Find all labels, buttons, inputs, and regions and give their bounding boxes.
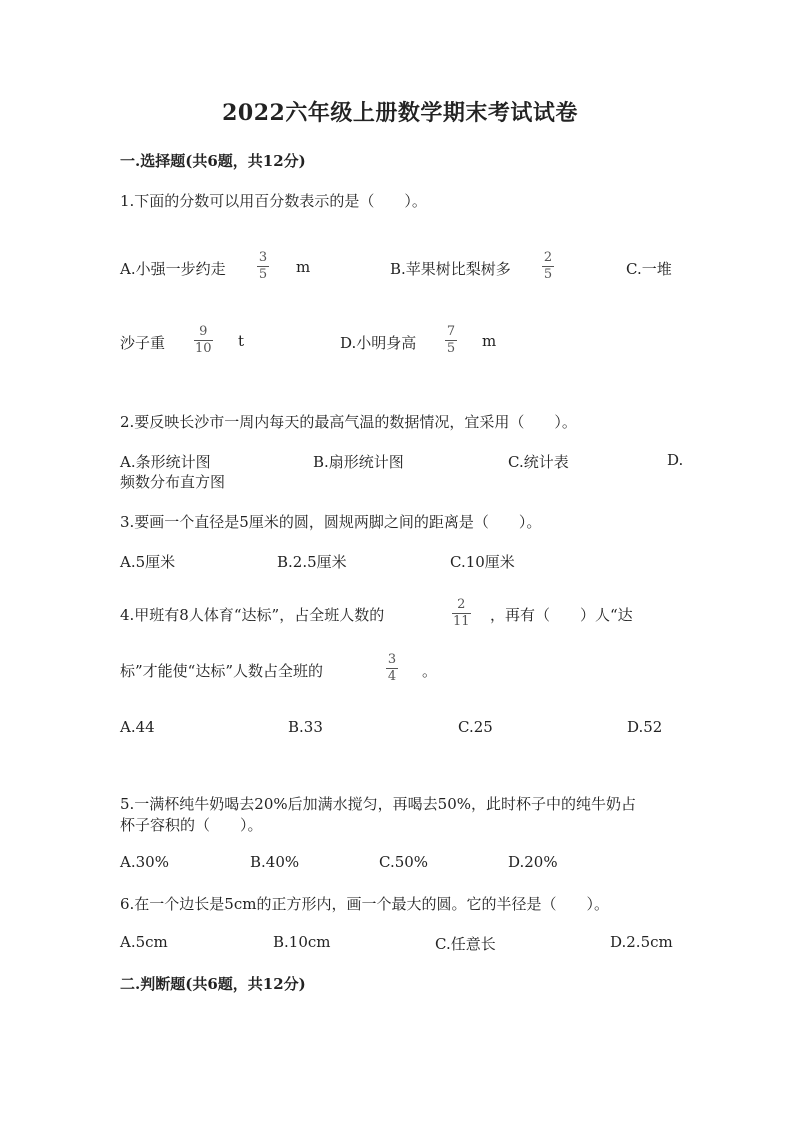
question-1-stem: 1.下面的分数可以用百分数表示的是（ ）。 bbox=[120, 192, 427, 210]
fraction-numerator: 3 bbox=[258, 250, 268, 265]
fraction-denominator: 5 bbox=[543, 267, 553, 282]
q1-option-b-label: B.苹果树比梨树多 bbox=[390, 260, 511, 278]
q1-option-c-fraction bbox=[194, 325, 213, 356]
q2-option-d-cont: 频数分布直方图 bbox=[120, 473, 226, 491]
q3-option-b: B.2.5厘米 bbox=[277, 553, 347, 571]
q6-option-b: B.10cm bbox=[273, 933, 331, 951]
q4-fraction-2 bbox=[386, 653, 398, 684]
q1-option-d-unit: m bbox=[482, 332, 497, 350]
fraction-numerator: 7 bbox=[446, 324, 456, 339]
q6-option-c: C.任意长 bbox=[435, 935, 496, 953]
section-heading-judgment: 二.判断题(共6题，共12分) bbox=[120, 975, 306, 993]
fraction-numerator: 2 bbox=[457, 597, 466, 612]
q2-option-a: A.条形统计图 bbox=[120, 453, 211, 471]
q5-option-d: D.20% bbox=[508, 853, 558, 871]
q6-option-d: D.2.5cm bbox=[610, 933, 673, 951]
fraction-denominator: 10 bbox=[195, 341, 212, 356]
q1-option-c-unit: t bbox=[238, 332, 245, 350]
question-5-stem-line2: 杯子容积的（ ）。 bbox=[120, 816, 263, 834]
q1-option-c-label-cont: 沙子重 bbox=[120, 334, 166, 352]
q6-option-a: A.5cm bbox=[120, 933, 168, 951]
fraction-denominator: 11 bbox=[453, 614, 470, 629]
section-heading-choice: 一.选择题(共6题，共12分) bbox=[120, 152, 306, 170]
q5-option-a: A.30% bbox=[120, 853, 169, 871]
fraction-denominator: 5 bbox=[446, 341, 456, 356]
question-6-stem: 6.在一个边长是5cm的正方形内，画一个最大的圆。它的半径是（ ）。 bbox=[120, 895, 609, 913]
q2-option-b: B.扇形统计图 bbox=[313, 453, 404, 471]
fraction-denominator: 4 bbox=[387, 669, 397, 684]
q5-option-c: C.50% bbox=[379, 853, 429, 871]
q2-option-d: D. bbox=[667, 451, 684, 469]
fraction-numerator: 2 bbox=[543, 250, 553, 265]
question-2-stem: 2.要反映长沙市一周内每天的最高气温的数据情况，宜采用（ ）。 bbox=[120, 413, 577, 431]
q1-option-d-fraction bbox=[445, 325, 457, 356]
fraction-numerator: 9 bbox=[199, 324, 208, 339]
question-4-stem-part3: 标”才能使“达标”人数占全班的 bbox=[120, 662, 324, 680]
fraction-denominator: 5 bbox=[258, 267, 268, 282]
q4-fraction-1 bbox=[452, 598, 471, 629]
q5-option-b: B.40% bbox=[250, 853, 300, 871]
question-5-stem-line1: 5.一满杯纯牛奶喝去20%后加满水搅匀，再喝去50%，此时杯子中的纯牛奶占 bbox=[120, 795, 636, 813]
question-4-stem-part4: 。 bbox=[422, 662, 438, 680]
q4-option-a: A.44 bbox=[120, 718, 155, 736]
q1-option-a-label: A.小强一步约走 bbox=[120, 260, 226, 278]
q1-option-d-label: D.小明身高 bbox=[340, 334, 417, 352]
fraction-numerator: 3 bbox=[387, 652, 397, 667]
question-3-stem: 3.要画一个直径是5厘米的圆，圆规两脚之间的距离是（ ）。 bbox=[120, 513, 542, 531]
q1-option-a-unit: m bbox=[296, 258, 311, 276]
q4-option-c: C.25 bbox=[458, 718, 493, 736]
q4-option-d: D.52 bbox=[627, 718, 663, 736]
q3-option-a: A.5厘米 bbox=[120, 553, 176, 571]
question-4-stem-part1: 4.甲班有8人体育“达标”，占全班人数的 bbox=[120, 606, 385, 624]
q2-option-c: C.统计表 bbox=[508, 453, 569, 471]
q1-option-c-label: C.一堆 bbox=[626, 260, 672, 278]
q3-option-c: C.10厘米 bbox=[450, 553, 515, 571]
q1-option-b-fraction bbox=[542, 251, 554, 282]
q4-option-b: B.33 bbox=[288, 718, 323, 736]
q1-option-a-fraction bbox=[257, 251, 269, 282]
question-4-stem-part2: ，再有（ ）人“达 bbox=[490, 606, 633, 624]
page-title: 2022六年级上册数学期末考试试卷 bbox=[222, 100, 578, 126]
